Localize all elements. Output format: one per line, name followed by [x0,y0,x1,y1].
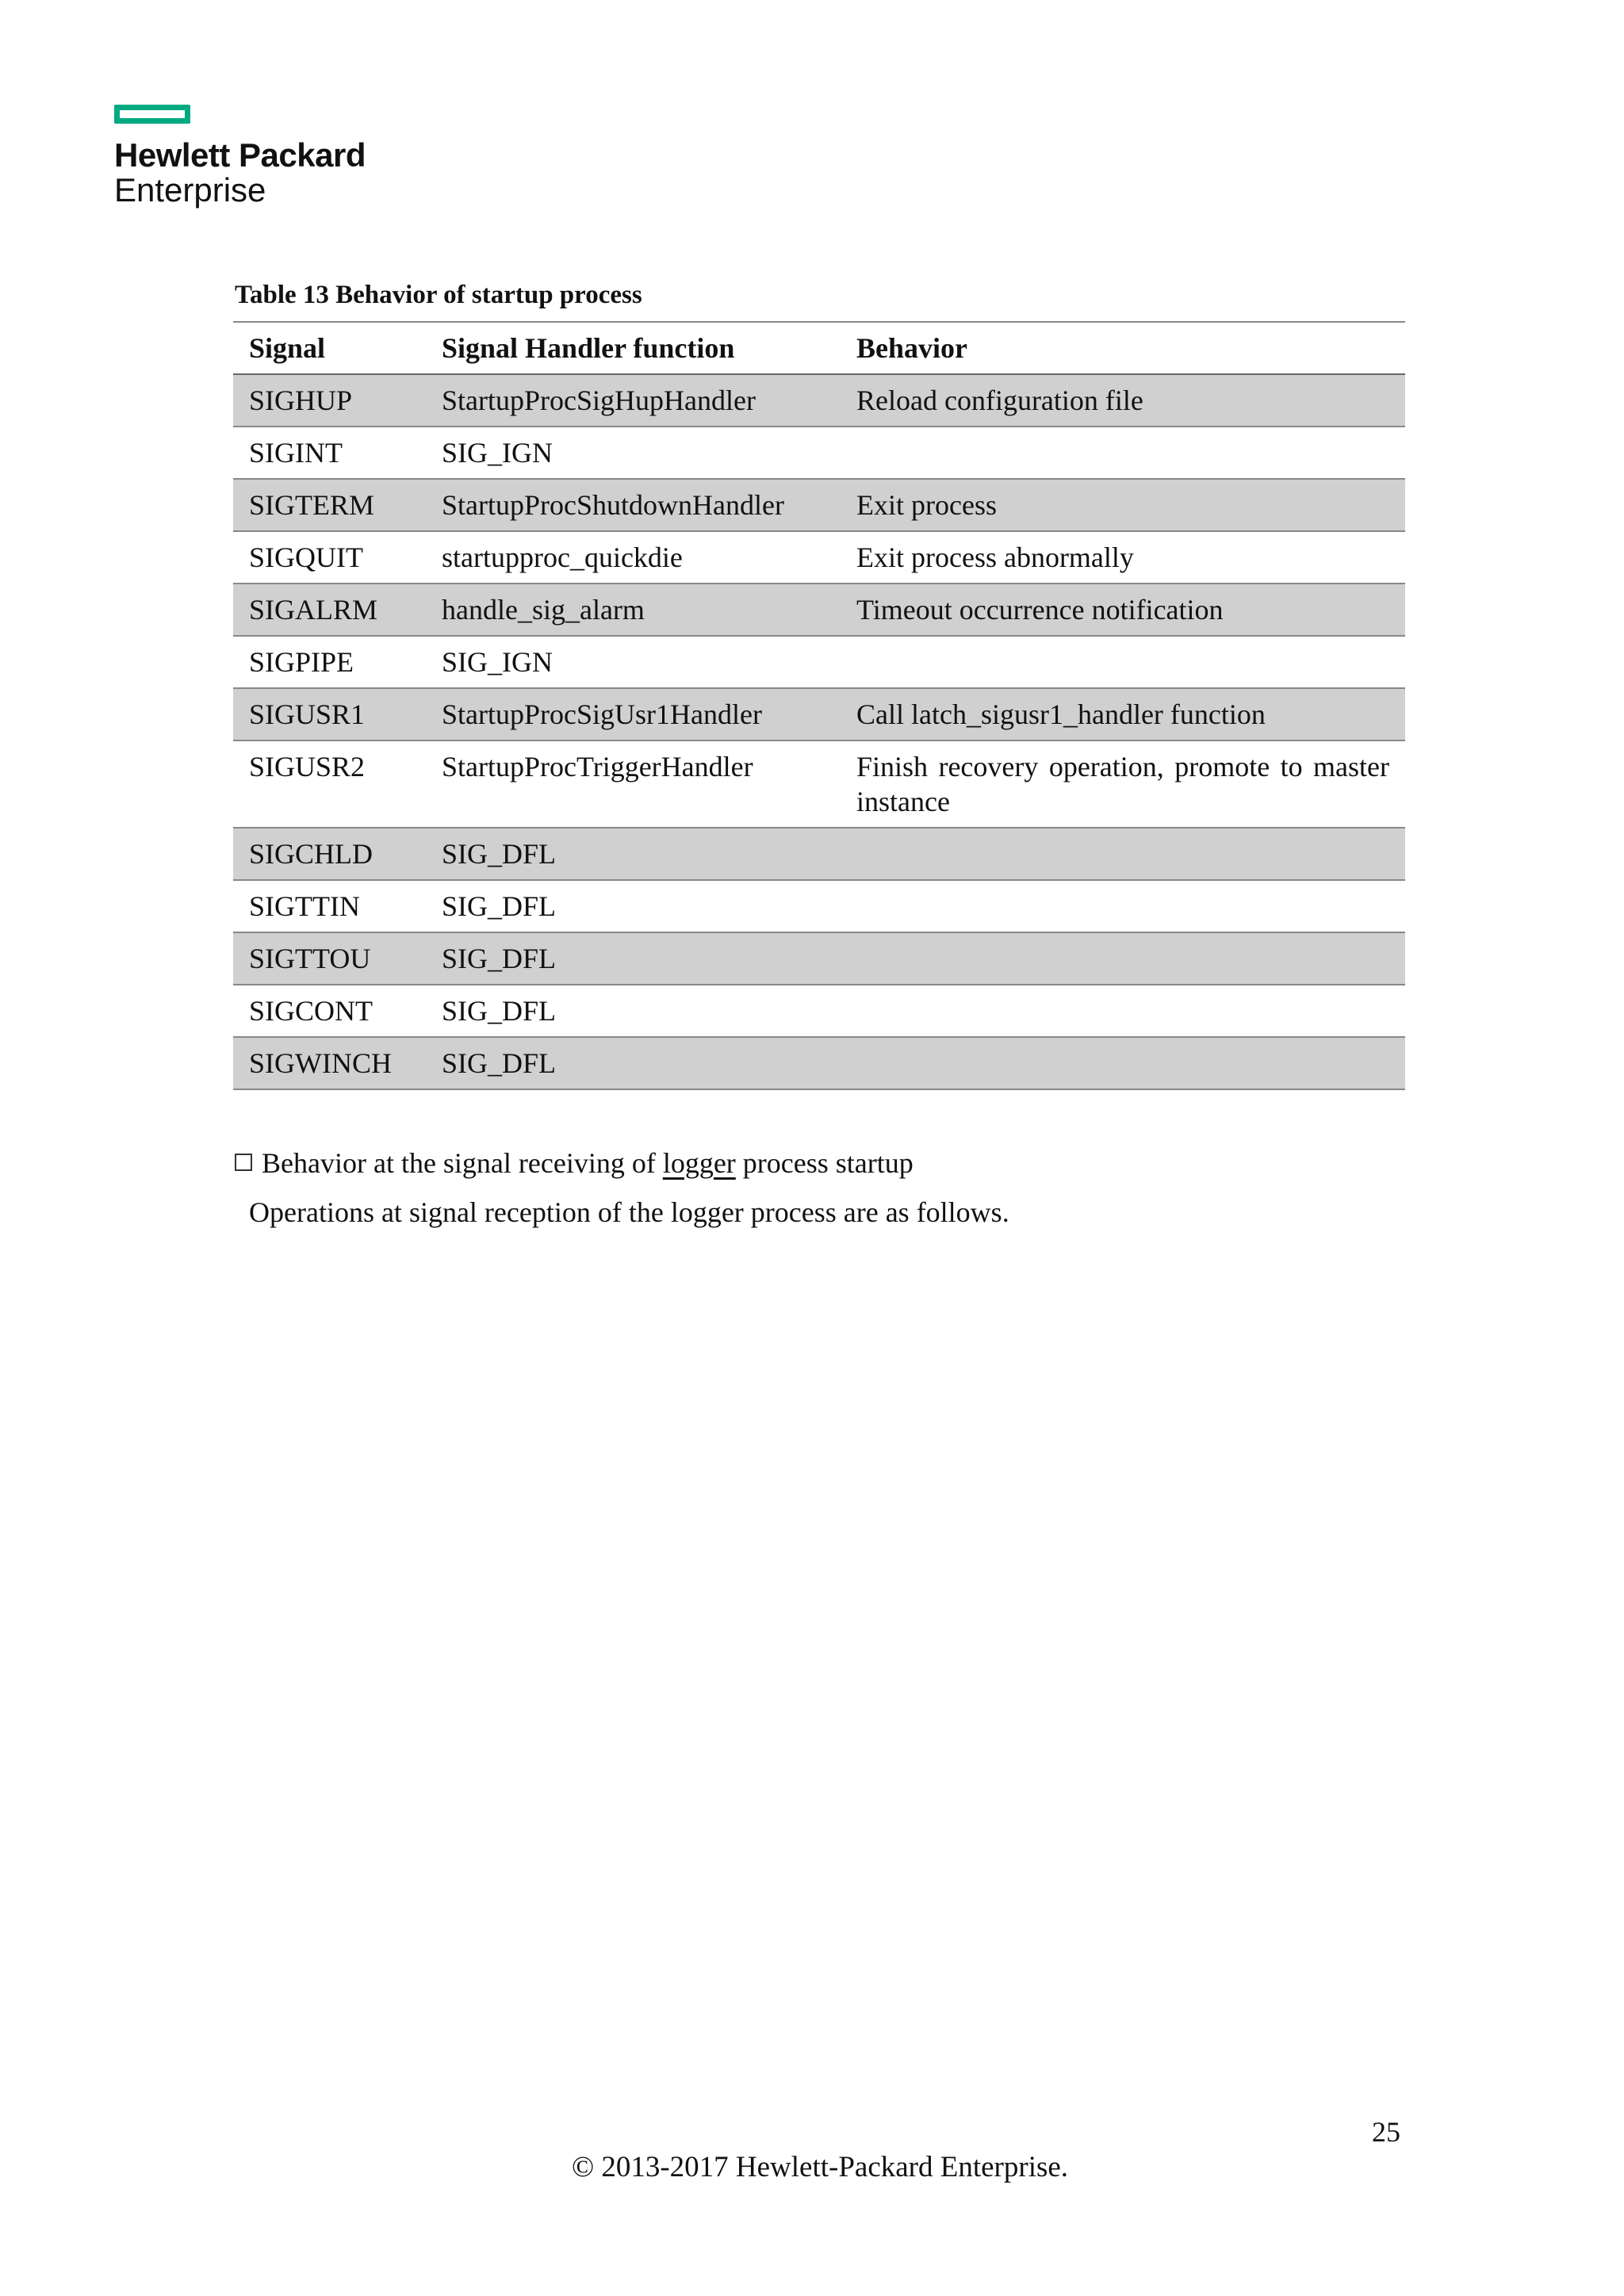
cell-behavior: Exit process abnormally [841,531,1405,584]
hpe-logo-element-icon [114,105,190,124]
cell-signal: SIGINT [233,427,426,479]
cell-signal: SIGALRM [233,584,426,636]
cell-handler: StartupProcSigHupHandler [426,374,841,427]
table-row [233,740,1405,828]
section-body: Operations at signal reception of the logger process are as follows. [249,1196,1009,1228]
cell-handler: StartupProcSigUsr1Handler [426,688,841,740]
cell-handler: startupproc_quickdie [426,531,841,584]
table-row [233,374,1405,427]
table-row [233,932,1405,985]
table-row [233,479,1405,531]
section-heading-prefix: Behavior at the signal receiving of [262,1147,663,1179]
table-row [233,427,1405,479]
signal-table [233,321,1405,1090]
table-row [233,584,1405,636]
table-caption: Table 13 Behavior of startup process [235,281,642,309]
table-row [233,688,1405,740]
table-header-row [233,322,1405,374]
hpe-logo [114,105,366,208]
cell-behavior [841,880,1405,932]
table-row [233,880,1405,932]
cell-signal: SIGQUIT [233,531,426,584]
cell-signal: SIGHUP [233,374,426,427]
cell-signal: SIGUSR2 [233,740,426,828]
cell-behavior [841,427,1405,479]
cell-behavior: Call latch_sigusr1_handler function [841,688,1405,740]
header-handler: Signal Handler function [426,322,841,374]
section-heading [235,1146,914,1180]
cell-handler: SIG_DFL [426,932,841,985]
copyright-footer: © 2013-2017 Hewlett-Packard Enterprise. [571,2151,1069,2183]
logo-text-line1: Hewlett Packard [114,136,366,174]
cell-behavior [841,985,1405,1037]
cell-behavior: Exit process [841,479,1405,531]
cell-behavior [841,636,1405,688]
table-row [233,636,1405,688]
cell-signal: SIGCONT [233,985,426,1037]
table-row [233,531,1405,584]
cell-signal: SIGTTOU [233,932,426,985]
cell-behavior: Timeout occurrence notification [841,584,1405,636]
page-number: 25 [1372,2116,1400,2148]
cell-signal: SIGCHLD [233,828,426,880]
cell-handler: SIG_IGN [426,636,841,688]
logo-text-line2: Enterprise [114,171,266,209]
cell-signal: SIGUSR1 [233,688,426,740]
logger-link[interactable]: logger [662,1147,736,1179]
table-row [233,1037,1405,1089]
section-heading-suffix: process startup [735,1147,914,1179]
cell-behavior: Finish recovery operation, promote to master instance [841,740,1405,828]
cell-behavior: Reload configuration file [841,374,1405,427]
cell-handler: SIG_IGN [426,427,841,479]
cell-signal: SIGTTIN [233,880,426,932]
cell-handler: StartupProcShutdownHandler [426,479,841,531]
cell-behavior [841,1037,1405,1089]
checkbox-bullet-icon [235,1154,252,1171]
cell-behavior [841,828,1405,880]
header-behavior: Behavior [841,322,1405,374]
cell-handler: SIG_DFL [426,985,841,1037]
table-row [233,828,1405,880]
table-row [233,985,1405,1037]
cell-handler: SIG_DFL [426,880,841,932]
cell-signal: SIGPIPE [233,636,426,688]
cell-handler: SIG_DFL [426,1037,841,1089]
cell-signal: SIGWINCH [233,1037,426,1089]
header-signal: Signal [233,322,426,374]
cell-handler: SIG_DFL [426,828,841,880]
cell-signal: SIGTERM [233,479,426,531]
cell-handler: StartupProcTriggerHandler [426,740,841,828]
cell-behavior [841,932,1405,985]
cell-handler: handle_sig_alarm [426,584,841,636]
